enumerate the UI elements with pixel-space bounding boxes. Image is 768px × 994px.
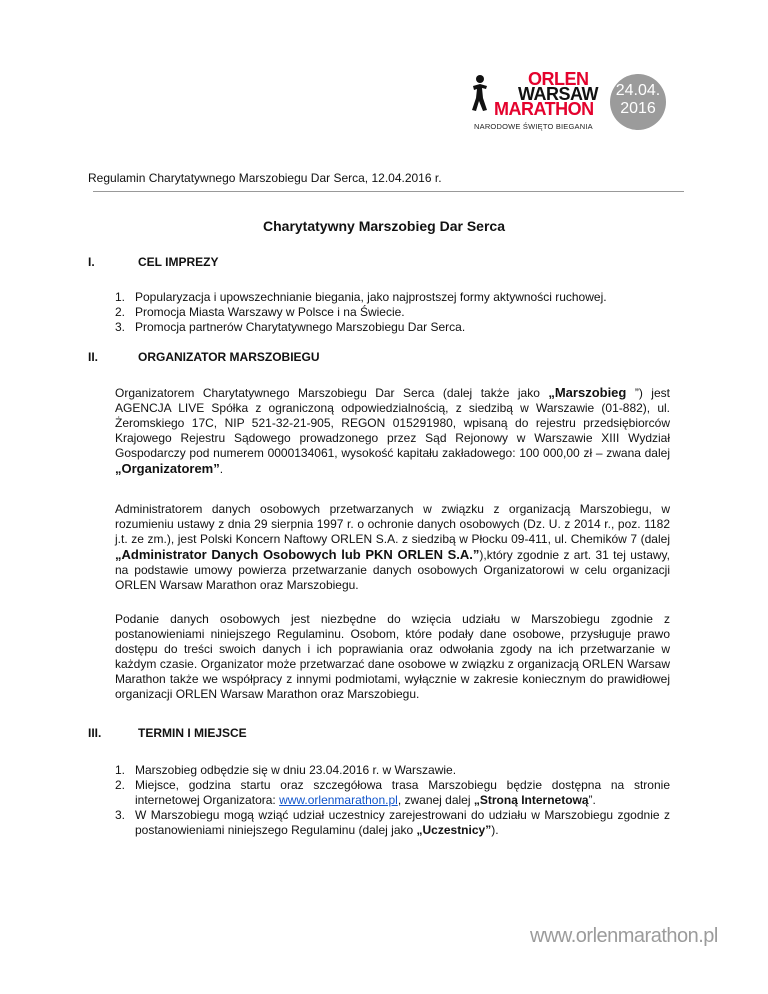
event-date-year: 2016 xyxy=(620,100,656,117)
logo-orlen: ORLEN xyxy=(528,69,589,89)
list-text: Promocja Miasta Warszawy w Polsce i na Świecie. xyxy=(135,305,405,319)
defined-term: „Administrator Danych Osobowych lub PKN ORLEN S.A.” xyxy=(115,547,480,562)
list-text: Promocja partnerów Charytatywnego Marszobiegu Dar Serca. xyxy=(135,320,466,334)
list-number: 1. xyxy=(115,290,126,304)
list-number: 1. xyxy=(115,763,126,777)
text: Administratorem danych osobowych przetwarzanych w związku z organizacją Marszobiegu, w rozumieniu ustawy z dnia 29 sierpnia 1997 r. o ochronie danych osobowych (Dz. U. z 2014 r., poz. 1182 j.t. ze zm.), jest Polski Koncern Naftowy ORLEN S.A. z siedzibą w Płocku 09-411, ul. Chemików 7 (dalej xyxy=(115,502,670,546)
text: ”) jest AGENCJA LIVE Spółka z ograniczoną odpowiedzialnością, z siedzibą w Warszawie (01-882), ul. Żeromskiego 17C, NIP 521-32-21-905, REGON 015291980, wpisaną do rejestru przedsiębiorców Krajowego Rejestru Sądowego prowadzonego przez Sąd Rejonowy w Warszawie XIII Wydział Gospodarczy pod numerem 0000134061, wysokość kapitału zakładowego: 100 000,00 zł – zwana dalej xyxy=(115,386,670,460)
goals-list xyxy=(115,290,607,335)
list-number: 2. xyxy=(115,305,126,319)
defined-term: „Marszobieg xyxy=(548,385,627,400)
list-item xyxy=(115,320,607,335)
organizer-paragraph xyxy=(115,385,670,477)
section-1-number: I. xyxy=(88,255,95,269)
data-consent-paragraph: Podanie danych osobowych jest niezbędne do wzięcia udziału w Marszobiegu zgodnie z postanowieniami niniejszego Regulaminu. Osobom, które podały dane osobowe, przysługuje prawo dostępu do treści swoich danych i ich poprawiania oraz odwołania zgody na ich przetwarzanie w każdym czasie. Organizator może przetwarzać dane osobowe w związku z organizacją ORLEN Warsaw Marathon także we współpracy z innymi podmiotami, wyłącznie w zakresie koniecznym do prawidłowej organizacji ORLEN Warsaw Marathon oraz Marszobiegu. xyxy=(115,612,670,701)
list-item xyxy=(115,808,670,838)
list-text: Marszobieg odbędzie się w dniu 23.04.2016 r. w Warszawie. xyxy=(135,763,457,777)
footer-website: www.orlenmarathon.pl xyxy=(530,925,718,947)
text: Organizatorem Charytatywnego Marszobiegu Dar Serca (dalej także jako xyxy=(115,386,549,400)
list-item xyxy=(115,290,607,305)
text: . xyxy=(219,462,224,476)
section-3-heading xyxy=(88,726,247,740)
logo-wordmark xyxy=(494,69,598,119)
section-1-title: CEL IMPREZY xyxy=(138,255,219,269)
schedule-list xyxy=(115,763,670,838)
section-3-title: TERMIN I MIEJSCE xyxy=(138,726,247,740)
orlen-warsaw-marathon-logo xyxy=(470,69,666,138)
text: ),który zgodnie z art. 31 tej ustawy, na podstawie umowy powierza przetwarzanie danych osobowych Organizatorowi w celu organizacji ORLEN Warsaw Marathon oraz Marszobiegu. xyxy=(115,548,671,592)
list-text: Miejsce, godzina startu oraz szczegółowa trasa Marszobiegu będzie dostępna na stronie internetowej Organizatora: xyxy=(135,778,670,807)
header-divider xyxy=(93,191,684,192)
list-item xyxy=(115,778,670,808)
list-number: 3. xyxy=(115,320,126,334)
section-2-heading xyxy=(88,350,320,364)
logo-subtitle: NARODOWE ŚWIĘTO BIEGANIA xyxy=(474,122,593,131)
list-text: Popularyzacja i upowszechnianie biegania, jako najprostszej formy aktywności ruchowej. xyxy=(135,290,607,304)
list-text: ). xyxy=(491,823,499,837)
list-item xyxy=(115,305,607,320)
document-header: Regulamin Charytatywnego Marszobiegu Dar Serca, 12.04.2016 r. xyxy=(88,171,442,185)
orlenmarathon-link[interactable]: www.orlenmarathon.pl xyxy=(279,793,398,807)
section-3-number: III. xyxy=(88,726,102,740)
logo-marathon: MARATHON xyxy=(494,99,594,119)
list-number: 3. xyxy=(115,808,126,822)
list-text: ”. xyxy=(588,793,596,807)
defined-term: „Stroną Internetową xyxy=(473,793,589,807)
list-text: W Marszobiegu mogą wziąć udział uczestnicy zarejestrowani do udziału w Marszobiegu zgodnie z postanowieniami niniejszego Regulaminu (dalej jako xyxy=(135,808,670,837)
event-date-day: 24.04. xyxy=(615,82,661,99)
page-title: Charytatywny Marszobieg Dar Serca xyxy=(263,218,505,234)
section-1-heading xyxy=(88,255,218,269)
defined-term: „Organizatorem” xyxy=(115,461,220,476)
section-2-number: II. xyxy=(88,350,99,364)
list-number: 2. xyxy=(115,778,126,792)
data-admin-paragraph xyxy=(115,502,670,593)
event-date-badge xyxy=(610,74,666,130)
runner-icon xyxy=(470,74,490,114)
list-item xyxy=(115,763,670,778)
list-text: , zwanej dalej xyxy=(397,793,474,807)
logo-warsaw: WARSAW xyxy=(518,84,598,104)
section-2-title: ORGANIZATOR MARSZOBIEGU xyxy=(138,350,320,364)
defined-term: „Uczestnicy” xyxy=(416,823,492,837)
